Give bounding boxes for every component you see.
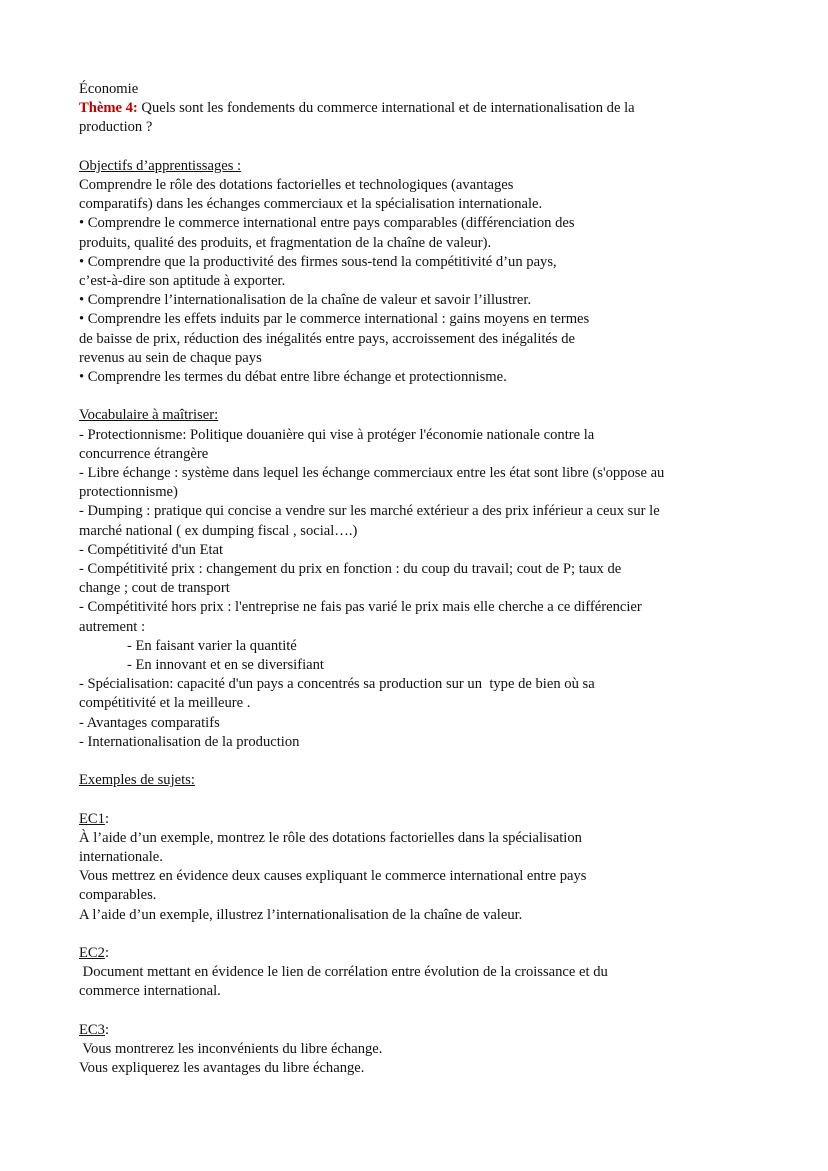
vocabulary-line: autrement : — [79, 618, 146, 635]
spacer — [79, 138, 769, 157]
ec3-line: Vous expliquerez les avantages du libre échange. — [79, 1060, 365, 1077]
objective-line: Comprendre le rôle des dotations factorielles et technologiques (avantages — [79, 177, 514, 193]
theme-line — [79, 99, 769, 118]
ec1-line: A l’aide d’un exemple, illustrez l’internationalisation de la chaîne de valeur. — [79, 906, 523, 923]
ec2-line: Document mettant en évidence le lien de corrélation entre évolution de la croissance et du — [79, 964, 608, 981]
objective-line: comparatifs) dans les échanges commerciaux et la spécialisation internationale. — [79, 196, 543, 213]
spacer — [79, 790, 769, 809]
objective-line: • Comprendre le commerce international entre pays comparables (différenciation des — [79, 215, 575, 232]
vocabulary-line: - Compétitivité prix : changement du prix en fonction : du coup du travail; cout de P; taux de — [79, 561, 622, 578]
vocabulary-line: - Compétitivité hors prix : l'entreprise ne fais pas varié le prix mais elle cherche a ce différencier — [79, 599, 642, 616]
objective-line: revenus au sein de chaque pays — [79, 349, 262, 366]
objective-line: • Comprendre l’internationalisation de la chaîne de valeur et savoir l’illustrer. — [79, 292, 532, 309]
vocabulary-list — [79, 426, 769, 752]
ec2-heading: EC2: — [79, 945, 110, 962]
objective-line: • Comprendre les termes du débat entre libre échange et protectionnisme. — [79, 369, 507, 386]
theme-question: Quels sont les fondements du commerce international et de internationalisation de la — [137, 100, 635, 117]
ec3-heading: EC3: — [79, 1021, 110, 1038]
vocabulary-line: protectionnisme) — [79, 484, 178, 501]
subject-title: Économie — [79, 81, 139, 97]
examples-heading: Exemples de sujets: — [79, 772, 195, 789]
vocabulary-line: - Spécialisation: capacité d'un pays a concentrés sa production sur un type de bien où sa — [79, 676, 595, 693]
spacer — [79, 387, 769, 406]
vocabulary-line: - Protectionnisme: Politique douanière qui vise à protéger l'économie nationale contre la — [79, 426, 595, 443]
vocabulary-line: - Compétitivité d'un Etat — [79, 541, 224, 558]
ec1-line: comparables. — [79, 887, 157, 904]
document-body — [79, 80, 769, 1078]
theme-label: Thème 4: — [79, 100, 138, 117]
vocabulary-line: - Avantages comparatifs — [79, 714, 220, 731]
vocabulary-line: concurrence étrangère — [79, 445, 209, 462]
ec1-line: Vous mettrez en évidence deux causes expliquant le commerce international entre pays — [79, 868, 587, 885]
objective-line: c’est-à-dire son aptitude à exporter. — [79, 273, 286, 290]
spacer — [79, 1002, 769, 1021]
ec1-line: À l’aide d’un exemple, montrez le rôle des dotations factorielles dans la spécialisation — [79, 829, 582, 846]
vocabulary-sub-line: - En faisant varier la quantité — [127, 637, 297, 654]
vocabulary-line: - Internationalisation de la production — [79, 733, 300, 750]
objectives-list — [79, 176, 769, 387]
vocabulary-line: change ; cout de transport — [79, 580, 230, 597]
vocabulary-line: compétitivité et la meilleure . — [79, 695, 251, 712]
ec1-heading: EC1: — [79, 810, 110, 827]
objectives-heading: Objectifs d’apprentissages : — [79, 157, 242, 174]
objective-line: • Comprendre que la productivité des firmes sous-tend la compétitivité d’un pays, — [79, 253, 557, 270]
spacer — [79, 925, 769, 944]
vocabulary-heading: Vocabulaire à maîtriser: — [79, 407, 219, 424]
vocabulary-line: - Dumping : pratique qui concise a vendre sur les marché extérieur a des prix inférieur a ceux sur le — [79, 503, 660, 520]
vocabulary-sub-line: - En innovant et en se diversifiant — [127, 657, 324, 674]
objective-line: • Comprendre les effets induits par le commerce international : gains moyens en termes — [79, 311, 590, 328]
vocabulary-line: marché national ( ex dumping fiscal , social….) — [79, 522, 358, 539]
ec3-line: Vous montrerez les inconvénients du libre échange. — [79, 1041, 383, 1058]
spacer — [79, 752, 769, 771]
objective-line: de baisse de prix, réduction des inégalités entre pays, accroissement des inégalités de — [79, 330, 576, 347]
objective-line: produits, qualité des produits, et fragmentation de la chaîne de valeur). — [79, 234, 492, 251]
ec2-line: commerce international. — [79, 983, 221, 1000]
vocabulary-line: - Libre échange : système dans lequel les échange commerciaux entre les état sont libre (s'oppose au — [79, 465, 665, 482]
theme-question-continued: production ? — [79, 119, 153, 136]
ec1-line: internationale. — [79, 849, 163, 866]
